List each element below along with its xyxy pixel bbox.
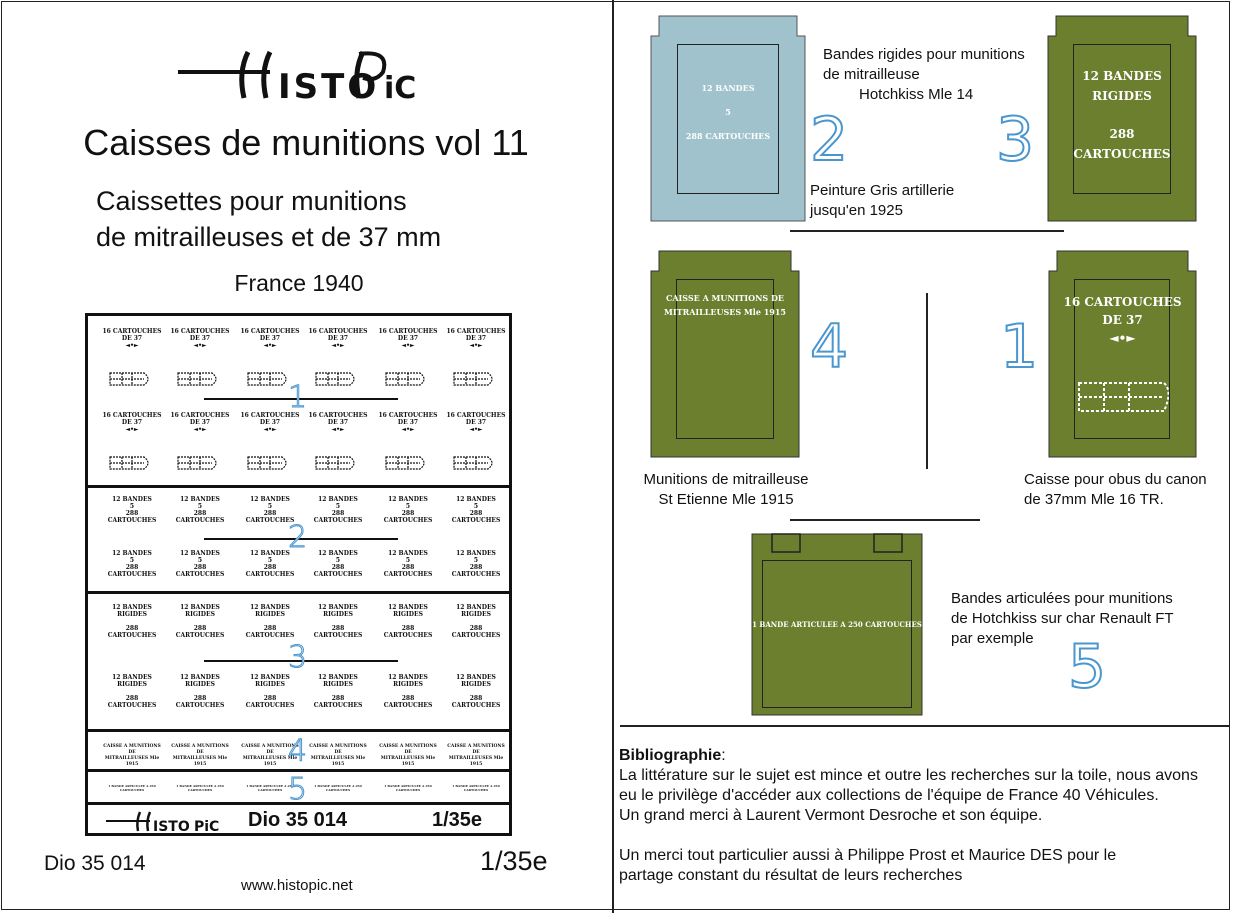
decal-sec3-item: 12 BANDES RIGIDES 288 CARTOUCHES xyxy=(175,674,225,709)
svg-text:ISTO: ISTO xyxy=(153,819,190,835)
biblio-spacer xyxy=(619,826,1198,846)
decal-sec3-item: 12 BANDES RIGIDES 288 CARTOUCHES xyxy=(383,674,433,709)
shell-decal-icon xyxy=(452,454,496,472)
box-1-caption-line-1: Caisse pour obus du canon xyxy=(1024,471,1207,488)
logo-graphic xyxy=(178,42,418,107)
box-3-number: 3 xyxy=(996,105,1035,175)
box-5-caption-line-3: par exemple xyxy=(951,630,1034,647)
box-5-stencil: 1 BANDE ARTICULEE A 250 CARTOUCHES xyxy=(752,620,922,629)
box-4-illustration xyxy=(651,251,799,457)
biblio-separator xyxy=(620,725,1230,727)
box-5-caption-line-2: de Hotchkiss sur char Renault FT xyxy=(951,610,1174,627)
separator-top xyxy=(790,230,1064,232)
country-label: France 1940 xyxy=(234,270,364,296)
box-3-stencil xyxy=(1048,66,1196,164)
shell-decal-icon xyxy=(246,454,290,472)
decal-sec1-item: 16 CARTOUCHES DE 37 ◄•► xyxy=(240,328,300,349)
box-5-caption xyxy=(951,589,1174,649)
decal-sec4-item: CAISSE A MUNITIONS DE MITRAILLEUSES Mle 1915 xyxy=(447,744,505,767)
box-2-paint-line-2: jusqu'en 1925 xyxy=(810,202,903,219)
sheet-footer xyxy=(88,805,509,836)
website-url: www.histopic.net xyxy=(241,877,353,894)
shell-decal-icon xyxy=(452,370,496,388)
box-2-illustration xyxy=(651,16,805,221)
box-4-line-2: MITRAILLEUSES Mle 1915 xyxy=(664,307,786,317)
decal-sec3-item: 12 BANDES RIGIDES 288 CARTOUCHES xyxy=(383,604,433,639)
page-title: Caisses de munitions vol 11 xyxy=(83,122,529,163)
decal-sec5-item: 1 BANDE ARTICULEE A 250 CARTOUCHES xyxy=(176,784,224,792)
box-1-stencil xyxy=(1049,293,1196,347)
box-2-line-1: 12 BANDES xyxy=(701,83,755,93)
biblio-line-2: eu le privilège d'accéder aux collections de l'équipe de France 40 Véhicules. xyxy=(619,787,1159,804)
decal-sec2-item: 12 BANDES 5 288 CARTOUCHES xyxy=(245,550,295,578)
subtitle-line-2: de mitrailleuses et de 37 mm xyxy=(96,222,442,252)
sheet-section-4 xyxy=(88,732,509,772)
box-1-caption xyxy=(1024,470,1207,510)
box-5-caption-line-1: Bandes articulées pour munitions xyxy=(951,590,1173,607)
svg-text:iC: iC xyxy=(384,71,417,106)
decal-sec1-item: 16 CARTOUCHES DE 37 ◄•► xyxy=(446,412,506,433)
sheet-number-2: 2 xyxy=(288,520,308,555)
box-4-caption xyxy=(636,470,816,510)
shell-decal-icon xyxy=(384,370,428,388)
histopic-logo xyxy=(178,42,418,107)
decal-sec3-item: 12 BANDES RIGIDES 288 CARTOUCHES xyxy=(175,604,225,639)
sheet-number-3: 3 xyxy=(288,640,308,675)
shell-decal-icon xyxy=(246,370,290,388)
box-3-line-3: 288 xyxy=(1109,127,1135,141)
sheet-footer-ref: Dio 35 014 xyxy=(248,809,347,831)
box-5-number: 5 xyxy=(1068,632,1107,702)
decal-sec3-item: 12 BANDES RIGIDES 288 CARTOUCHES xyxy=(245,674,295,709)
decal-sec2-item: 12 BANDES 5 288 CARTOUCHES xyxy=(175,550,225,578)
bibliography xyxy=(619,746,1198,886)
biblio-line-5: partage constant du résultat de leurs recherches xyxy=(619,867,963,884)
decal-sheet xyxy=(85,313,512,836)
decal-sec3-item: 12 BANDES RIGIDES 288 CARTOUCHES xyxy=(451,604,501,639)
decal-sec3-item: 12 BANDES RIGIDES 288 CARTOUCHES xyxy=(313,674,363,709)
box-2-paint-line-1: Peinture Gris artillerie xyxy=(810,182,955,199)
box-4-number: 4 xyxy=(810,312,849,382)
subtitle xyxy=(96,183,441,255)
decal-sec1-item: 16 CARTOUCHES DE 37 ◄•► xyxy=(446,328,506,349)
box-4-caption-line-1: Munitions de mitrailleuse xyxy=(643,471,809,488)
box-1-caption-line-2: de 37mm Mle 16 TR. xyxy=(1024,491,1164,508)
shell-decal-icon xyxy=(176,370,220,388)
decal-sec1-item: 16 CARTOUCHES DE 37 ◄•► xyxy=(102,412,162,433)
decal-sec2-item: 12 BANDES 5 288 CARTOUCHES xyxy=(313,496,363,524)
decal-sec2-item: 12 BANDES 5 288 CARTOUCHES xyxy=(383,496,433,524)
box-4-stencil xyxy=(651,291,799,319)
box-2-stencil xyxy=(651,76,805,148)
column-divider xyxy=(612,0,614,913)
box-4-caption-line-2: St Etienne Mle 1915 xyxy=(658,491,794,508)
box-5-illustration xyxy=(752,534,922,715)
sheet-number-4: 4 xyxy=(288,734,308,769)
decal-sec4-item: CAISSE A MUNITIONS DE MITRAILLEUSES Mle 1915 xyxy=(309,744,367,767)
biblio-heading-row xyxy=(619,746,1198,766)
footer-scale: 1/35e xyxy=(480,846,548,876)
svg-text:PiC: PiC xyxy=(194,819,220,835)
box-2-caption xyxy=(823,45,1025,105)
decal-sec4-item: CAISSE A MUNITIONS DE MITRAILLEUSES Mle 1915 xyxy=(103,744,161,767)
box-1-illustration xyxy=(1049,251,1196,457)
shell-decal-icon xyxy=(108,370,152,388)
decal-sec5-item: 1 BANDE ARTICULEE A 250 CARTOUCHES xyxy=(246,784,294,792)
decal-sec4-item: CAISSE A MUNITIONS DE MITRAILLEUSES Mle 1915 xyxy=(171,744,229,767)
decal-sec1-item: 16 CARTOUCHES DE 37 ◄•► xyxy=(378,412,438,433)
sheet-footer-scale: 1/35e xyxy=(432,809,483,831)
decal-sec5-item: 1 BANDE ARTICULEE A 250 CARTOUCHES xyxy=(108,784,156,792)
decal-sec3-item: 12 BANDES RIGIDES 288 CARTOUCHES xyxy=(451,674,501,709)
box-1-number: 1 xyxy=(1000,312,1039,382)
decal-sec2-item: 12 BANDES 5 288 CARTOUCHES xyxy=(313,550,363,578)
decal-sec3-item: 12 BANDES RIGIDES 288 CARTOUCHES xyxy=(107,674,157,709)
sheet-section-2 xyxy=(88,488,509,594)
box-2-line-2: 5 xyxy=(725,107,731,117)
decal-sec3-item: 12 BANDES RIGIDES 288 CARTOUCHES xyxy=(107,604,157,639)
decal-sec4-item: CAISSE A MUNITIONS DE MITRAILLEUSES Mle 1915 xyxy=(379,744,437,767)
box-2-paint-note xyxy=(810,181,954,221)
separator-bottom xyxy=(790,519,980,521)
decal-sec2-item: 12 BANDES 5 288 CARTOUCHES xyxy=(107,550,157,578)
box-3-illustration xyxy=(1048,16,1196,221)
box-2-line-3: 288 CARTOUCHES xyxy=(685,131,771,141)
decal-sec2-item: 12 BANDES 5 288 CARTOUCHES xyxy=(451,550,501,578)
box-2-number: 2 xyxy=(810,105,849,175)
sheet-section-3 xyxy=(88,594,509,732)
sheet-number-1: 1 xyxy=(288,380,308,415)
decal-sec5-item: 1 BANDE ARTICULEE A 250 CARTOUCHES xyxy=(452,784,500,792)
box-1-line-1: 16 CARTOUCHES xyxy=(1063,295,1182,309)
decal-sec2-item: 12 BANDES 5 288 CARTOUCHES xyxy=(175,496,225,524)
decal-sec2-item: 12 BANDES 5 288 CARTOUCHES xyxy=(451,496,501,524)
decal-sec1-item: 16 CARTOUCHES DE 37 ◄•► xyxy=(378,328,438,349)
box-3-line-2: RIGIDES xyxy=(1092,89,1152,103)
box-5-panel xyxy=(762,560,912,708)
shell-decal-icon xyxy=(384,454,428,472)
biblio-line-3: Un grand merci à Laurent Vermont Desroche et son équipe. xyxy=(619,807,1043,824)
decal-sec5-item: 1 BANDE ARTICULEE A 250 CARTOUCHES xyxy=(384,784,432,792)
sheet-section-5 xyxy=(88,772,509,805)
shell-decal-icon xyxy=(314,454,358,472)
biblio-heading: Bibliographie xyxy=(619,747,722,764)
box-3-line-1: 12 BANDES xyxy=(1082,69,1162,83)
decal-sec2-item: 12 BANDES 5 288 CARTOUCHES xyxy=(245,496,295,524)
box-2-caption-line-3: Hotchkiss Mle 14 xyxy=(859,86,974,103)
decal-sec1-item: 16 CARTOUCHES DE 37 ◄•► xyxy=(308,328,368,349)
box-3-line-4: CARTOUCHES xyxy=(1073,147,1171,161)
box-1-line-3: ◄•► xyxy=(1109,331,1136,345)
separator-middle xyxy=(926,293,928,469)
shell-decal-icon xyxy=(108,454,152,472)
decal-sec1-item: 16 CARTOUCHES DE 37 ◄•► xyxy=(170,412,230,433)
decal-sec5-item: 1 BANDE ARTICULEE A 250 CARTOUCHES xyxy=(314,784,362,792)
sheet-section-1 xyxy=(88,316,509,488)
decal-sec2-item: 12 BANDES 5 288 CARTOUCHES xyxy=(107,496,157,524)
svg-text:ISTO: ISTO xyxy=(278,67,380,107)
box-2-caption-line-2: de mitrailleuse xyxy=(823,66,920,83)
decal-sec1-item: 16 CARTOUCHES DE 37 ◄•► xyxy=(102,328,162,349)
biblio-colon: : xyxy=(721,747,726,764)
biblio-line-1: La littérature sur le sujet est mince et outre les recherches sur la toile, nous avons xyxy=(619,767,1198,784)
decal-sec1-item: 16 CARTOUCHES DE 37 ◄•► xyxy=(308,412,368,433)
box-1-line-2: DE 37 xyxy=(1102,313,1143,327)
decal-sec3-item: 12 BANDES RIGIDES 288 CARTOUCHES xyxy=(245,604,295,639)
sheet-number-5: 5 xyxy=(288,772,308,807)
decal-sec3-item: 12 BANDES RIGIDES 288 CARTOUCHES xyxy=(313,604,363,639)
decal-sec2-item: 12 BANDES 5 288 CARTOUCHES xyxy=(383,550,433,578)
decal-sec1-item: 16 CARTOUCHES DE 37 ◄•► xyxy=(170,328,230,349)
sheet-logo xyxy=(106,809,220,835)
decal-sec1-item: 16 CARTOUCHES DE 37 ◄•► xyxy=(240,412,300,433)
shell-decal-icon xyxy=(314,370,358,388)
shell-decal-icon xyxy=(176,454,220,472)
box-2-caption-line-1: Bandes rigides pour munitions xyxy=(823,46,1025,63)
subtitle-line-1: Caissettes pour munitions xyxy=(96,186,407,216)
footer-ref: Dio 35 014 xyxy=(44,852,146,875)
biblio-line-4: Un merci tout particulier aussi à Philippe Prost et Maurice DES pour le xyxy=(619,847,1117,864)
decal-sec4-item: CAISSE A MUNITIONS DE MITRAILLEUSES Mle 1915 xyxy=(241,744,299,767)
box-4-line-1: CAISSE A MUNITIONS DE xyxy=(665,293,785,303)
